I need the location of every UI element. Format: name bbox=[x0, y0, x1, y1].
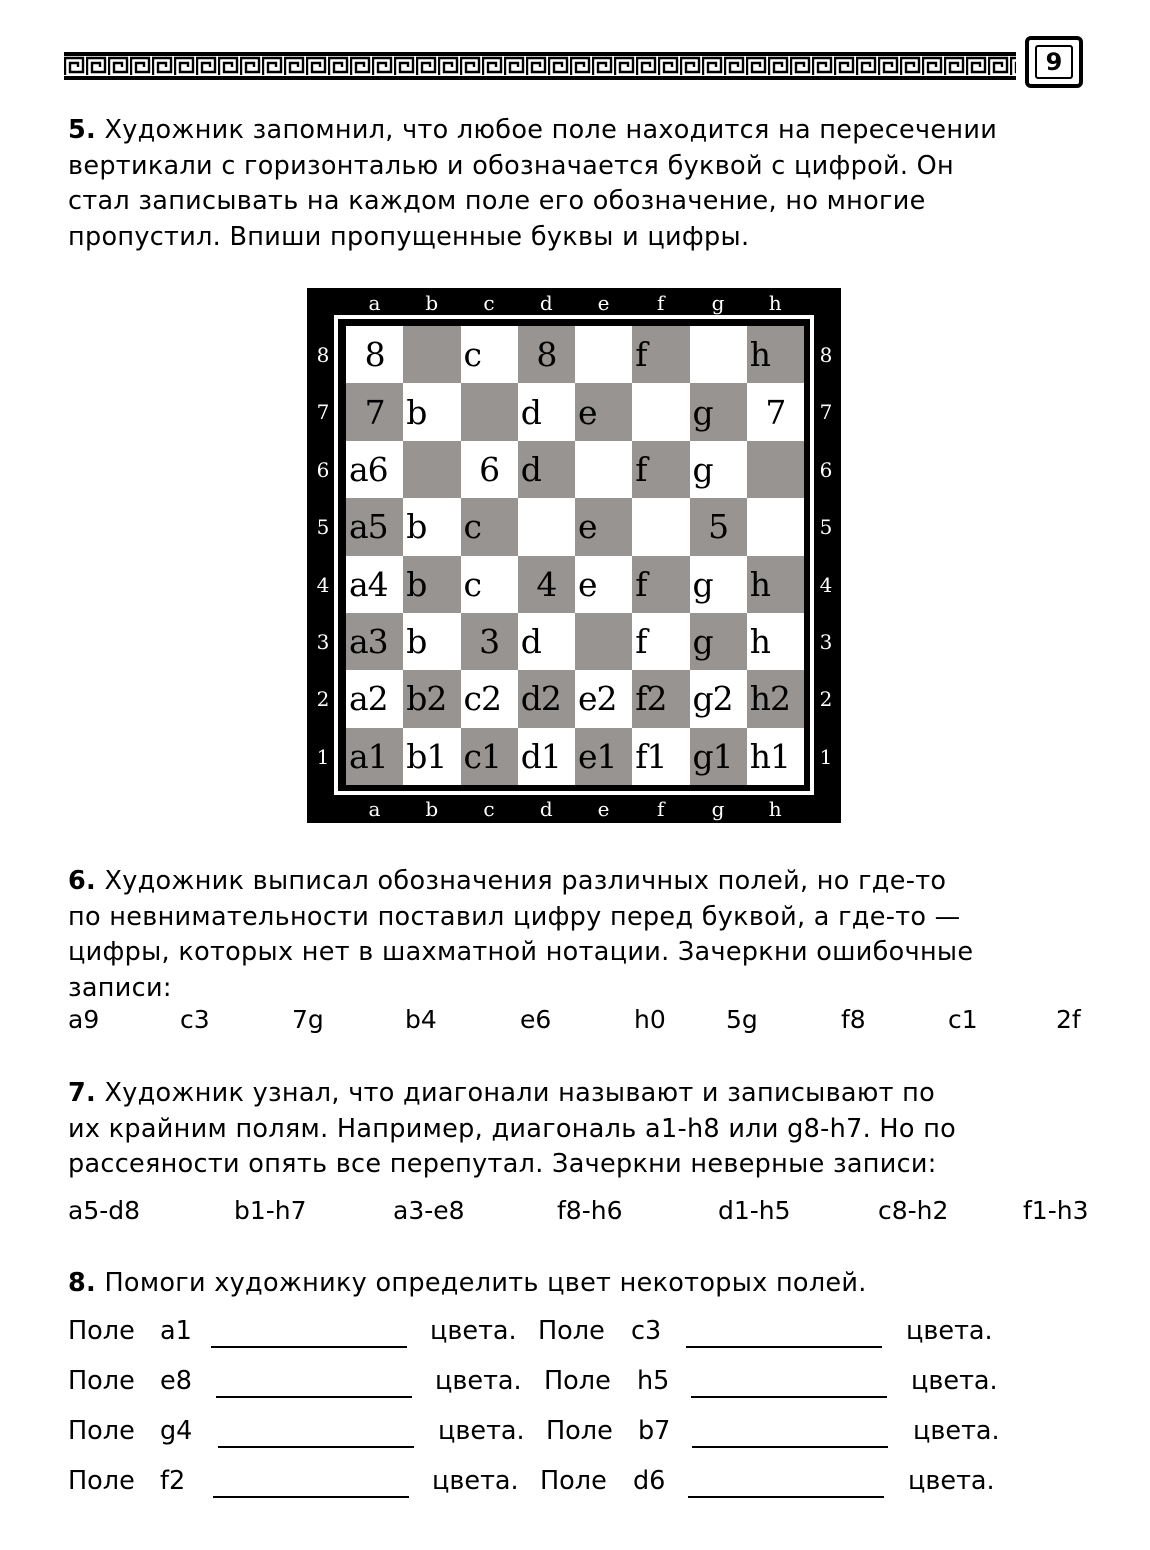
file-label: h bbox=[768, 797, 782, 821]
color-question-row bbox=[68, 1366, 1082, 1402]
square-h4[interactable]: h bbox=[747, 556, 804, 613]
square-a5[interactable]: a5 bbox=[346, 498, 403, 555]
exercise-8-text bbox=[68, 1266, 1082, 1302]
notation-option[interactable]: c3 bbox=[180, 1005, 210, 1034]
file-label: b bbox=[425, 797, 439, 821]
square-e5[interactable]: e bbox=[575, 498, 632, 555]
rank-label: 8 bbox=[819, 343, 833, 367]
square-h6[interactable] bbox=[747, 441, 804, 498]
rank-label: 1 bbox=[819, 744, 833, 769]
square-g1[interactable]: g1 bbox=[690, 728, 747, 785]
file-label: e bbox=[597, 291, 610, 315]
square-h5[interactable] bbox=[747, 498, 804, 555]
file-label: g bbox=[711, 797, 725, 821]
square-h8[interactable]: h bbox=[747, 326, 804, 383]
field-word: Поле bbox=[540, 1466, 607, 1496]
square-f3[interactable]: f bbox=[632, 613, 689, 670]
field-word: Поле bbox=[68, 1316, 135, 1346]
color-question-row bbox=[68, 1416, 1082, 1452]
file-label: a bbox=[368, 291, 381, 315]
square-g2[interactable]: g2 bbox=[690, 670, 747, 727]
notation-option[interactable]: 2f bbox=[1056, 1005, 1081, 1034]
color-word: цвета. bbox=[430, 1316, 517, 1346]
file-label: e bbox=[597, 797, 610, 821]
square-e2[interactable]: e2 bbox=[575, 670, 632, 727]
page-number: 9 bbox=[1035, 45, 1073, 79]
field-word: Поле bbox=[546, 1416, 613, 1446]
square-c2[interactable]: c2 bbox=[461, 670, 518, 727]
square-f7[interactable] bbox=[632, 383, 689, 440]
exercise-7-line-text: Художник узнал, что диагонали называют и записывают по bbox=[104, 1078, 936, 1108]
notation-option[interactable]: c1 bbox=[948, 1005, 978, 1034]
exercise-5-line: вертикали с горизонталью и обозначается буквой с цифрой. Он bbox=[68, 150, 954, 181]
diagonal-option[interactable]: b1-h7 bbox=[234, 1196, 307, 1225]
square-c3[interactable]: 3 bbox=[461, 613, 518, 670]
answer-blank[interactable] bbox=[686, 1346, 882, 1348]
exercise-8-line bbox=[68, 1266, 1082, 1302]
diagonal-option[interactable]: f8-h6 bbox=[557, 1196, 623, 1225]
file-label: c bbox=[483, 291, 495, 315]
square-e3[interactable] bbox=[575, 613, 632, 670]
rank-label: 6 bbox=[316, 457, 330, 482]
square-a8[interactable]: 8 bbox=[346, 326, 403, 383]
file-label: d bbox=[539, 291, 553, 315]
square-d5[interactable] bbox=[518, 498, 575, 555]
exercise-5-line bbox=[68, 113, 1082, 149]
rank-label: 3 bbox=[316, 629, 330, 654]
square-c6[interactable]: 6 bbox=[461, 441, 518, 498]
square-b5[interactable]: b bbox=[403, 498, 460, 555]
diagonal-option[interactable]: f1-h3 bbox=[1023, 1196, 1089, 1225]
square-f6[interactable]: f bbox=[632, 441, 689, 498]
file-label: b bbox=[425, 291, 439, 315]
square-d3[interactable]: d bbox=[518, 613, 575, 670]
square-d1[interactable]: d1 bbox=[518, 728, 575, 785]
answer-blank[interactable] bbox=[692, 1446, 888, 1448]
rank-label: 4 bbox=[819, 572, 833, 597]
file-label: c bbox=[483, 797, 495, 821]
square-c8[interactable]: c bbox=[461, 326, 518, 383]
color-word: цвета. bbox=[438, 1416, 525, 1446]
square-g8[interactable] bbox=[690, 326, 747, 383]
file-label: f bbox=[657, 797, 665, 821]
file-label: h bbox=[768, 291, 782, 315]
field-word: Поле bbox=[68, 1366, 135, 1396]
notation-option[interactable]: 7g bbox=[292, 1005, 324, 1034]
field-word: Поле bbox=[538, 1316, 605, 1346]
color-question-row bbox=[68, 1316, 1082, 1352]
square-name: d6 bbox=[633, 1466, 666, 1496]
field-word: Поле bbox=[544, 1366, 611, 1396]
exercise-number: 6. bbox=[68, 866, 97, 896]
file-label: a bbox=[368, 797, 381, 821]
square-g5[interactable]: 5 bbox=[690, 498, 747, 555]
exercise-5-line-text: Художник запомнил, что любое поле находится на пересечении bbox=[104, 115, 998, 145]
square-f4[interactable]: f bbox=[632, 556, 689, 613]
square-name: c3 bbox=[631, 1316, 662, 1346]
exercise-6-text bbox=[68, 864, 1082, 1006]
square-c4[interactable]: c bbox=[461, 556, 518, 613]
exercise-6-line: по невнимательности поставил цифру перед буквой, а где-то — bbox=[68, 901, 961, 932]
color-word: цвета. bbox=[911, 1366, 998, 1396]
file-label: d bbox=[539, 797, 553, 821]
square-name: e8 bbox=[160, 1366, 192, 1396]
square-f1[interactable]: f1 bbox=[632, 728, 689, 785]
square-name: g4 bbox=[160, 1416, 193, 1446]
square-h7[interactable]: 7 bbox=[747, 383, 804, 440]
exercise-7-line bbox=[68, 1076, 1082, 1112]
answer-blank[interactable] bbox=[211, 1346, 407, 1348]
exercise-number: 7. bbox=[68, 1078, 97, 1108]
file-label: g bbox=[711, 291, 725, 315]
square-g4[interactable]: g bbox=[690, 556, 747, 613]
answer-blank[interactable] bbox=[216, 1396, 412, 1398]
answer-blank[interactable] bbox=[218, 1446, 414, 1448]
diagonal-option[interactable]: a5-d8 bbox=[68, 1196, 141, 1225]
color-word: цвета. bbox=[906, 1316, 993, 1346]
answer-blank[interactable] bbox=[213, 1496, 409, 1498]
greek-key-border bbox=[64, 52, 1016, 80]
exercise-7-text bbox=[68, 1076, 1082, 1183]
square-c7[interactable] bbox=[461, 383, 518, 440]
exercise-6-line: записи: bbox=[68, 972, 172, 1003]
square-a3[interactable]: a3 bbox=[346, 613, 403, 670]
rank-label: 7 bbox=[316, 400, 330, 425]
file-label: f bbox=[657, 291, 665, 315]
exercise-number: 8. bbox=[68, 1268, 97, 1298]
square-b6[interactable] bbox=[403, 441, 460, 498]
notation-option[interactable]: e6 bbox=[520, 1005, 552, 1034]
square-f8[interactable]: f bbox=[632, 326, 689, 383]
exercise-8-intro: Помоги художнику определить цвет некоторых полей. bbox=[104, 1268, 867, 1298]
notation-option[interactable]: 5g bbox=[726, 1005, 758, 1034]
square-a2[interactable]: a2 bbox=[346, 670, 403, 727]
exercise-6-options bbox=[68, 1005, 1082, 1041]
square-e6[interactable] bbox=[575, 441, 632, 498]
square-f2[interactable]: f2 bbox=[632, 670, 689, 727]
square-name: h5 bbox=[637, 1366, 670, 1396]
color-question-row bbox=[68, 1466, 1082, 1502]
square-d2[interactable]: d2 bbox=[518, 670, 575, 727]
field-word: Поле bbox=[68, 1466, 135, 1496]
square-c5[interactable]: c bbox=[461, 498, 518, 555]
square-g7[interactable]: g bbox=[690, 383, 747, 440]
exercise-6-line bbox=[68, 864, 1082, 900]
square-g3[interactable]: g bbox=[690, 613, 747, 670]
notation-option[interactable]: f8 bbox=[841, 1005, 866, 1034]
square-a7[interactable]: 7 bbox=[346, 383, 403, 440]
color-word: цвета. bbox=[435, 1366, 522, 1396]
square-d8[interactable]: 8 bbox=[518, 326, 575, 383]
exercise-5-line: стал записывать на каждом поле его обозначение, но многие bbox=[68, 186, 926, 216]
square-h1[interactable]: h1 bbox=[747, 728, 804, 785]
color-word: цвета. bbox=[908, 1466, 995, 1496]
rank-label: 8 bbox=[316, 343, 330, 367]
square-b2[interactable]: b2 bbox=[403, 670, 460, 727]
square-b4[interactable]: b bbox=[403, 556, 460, 613]
diagonal-option[interactable]: c8-h2 bbox=[878, 1196, 949, 1225]
rank-label: 2 bbox=[316, 687, 330, 712]
rank-label: 5 bbox=[819, 515, 833, 540]
square-c1[interactable]: c1 bbox=[461, 728, 518, 785]
page-number-box bbox=[1025, 36, 1083, 88]
color-word: цвета. bbox=[913, 1416, 1000, 1446]
square-b1[interactable]: b1 bbox=[403, 728, 460, 785]
square-h3[interactable]: h bbox=[747, 613, 804, 670]
square-name: f2 bbox=[160, 1466, 186, 1496]
notation-option[interactable]: a9 bbox=[68, 1005, 100, 1034]
notation-option[interactable]: b4 bbox=[405, 1005, 437, 1034]
square-a6[interactable]: a6 bbox=[346, 441, 403, 498]
exercise-7-options bbox=[68, 1196, 1089, 1232]
field-word: Поле bbox=[68, 1416, 135, 1446]
square-h2[interactable]: h2 bbox=[747, 670, 804, 727]
rank-label: 4 bbox=[316, 572, 330, 597]
square-e8[interactable] bbox=[575, 326, 632, 383]
chess-board bbox=[346, 326, 804, 785]
square-b7[interactable]: b bbox=[403, 383, 460, 440]
square-d4[interactable]: 4 bbox=[518, 556, 575, 613]
rank-label: 7 bbox=[819, 400, 833, 425]
square-name: b7 bbox=[638, 1416, 671, 1446]
square-name: a1 bbox=[160, 1316, 192, 1346]
diagonal-option[interactable]: d1-h5 bbox=[718, 1196, 791, 1225]
square-g6[interactable]: g bbox=[690, 441, 747, 498]
diagonal-option[interactable]: a3-e8 bbox=[393, 1196, 465, 1225]
exercise-6-line: цифры, которых нет в шахматной нотации. Зачеркни ошибочные bbox=[68, 937, 974, 967]
square-f5[interactable] bbox=[632, 498, 689, 555]
rank-label: 2 bbox=[819, 687, 833, 712]
rank-label: 1 bbox=[316, 744, 330, 769]
rank-label: 3 bbox=[819, 629, 833, 654]
exercise-5-line: пропустил. Впиши пропущенные буквы и цифры. bbox=[68, 221, 750, 252]
square-a1[interactable]: a1 bbox=[346, 728, 403, 785]
rank-label: 6 bbox=[819, 457, 833, 482]
square-e7[interactable]: e bbox=[575, 383, 632, 440]
square-e4[interactable]: e bbox=[575, 556, 632, 613]
exercise-7-line: рассеяности опять все перепутал. Зачеркни неверные записи: bbox=[68, 1149, 937, 1179]
square-a4[interactable]: a4 bbox=[346, 556, 403, 613]
exercise-number: 5. bbox=[68, 115, 97, 145]
square-e1[interactable]: e1 bbox=[575, 728, 632, 785]
exercise-5-text bbox=[68, 113, 1082, 255]
exercise-6-line-text: Художник выписал обозначения различных полей, но где-то bbox=[104, 866, 947, 896]
rank-label: 5 bbox=[316, 515, 330, 540]
notation-option[interactable]: h0 bbox=[634, 1005, 666, 1034]
square-b3[interactable]: b bbox=[403, 613, 460, 670]
square-d7[interactable]: d bbox=[518, 383, 575, 440]
color-word: цвета. bbox=[432, 1466, 519, 1496]
answer-blank[interactable] bbox=[688, 1496, 884, 1498]
answer-blank[interactable] bbox=[691, 1396, 887, 1398]
exercise-7-line: их крайним полям. Например, диагональ a1-h8 или g8-h7. Но по bbox=[68, 1113, 957, 1144]
square-b8[interactable] bbox=[403, 326, 460, 383]
square-d6[interactable]: d bbox=[518, 441, 575, 498]
